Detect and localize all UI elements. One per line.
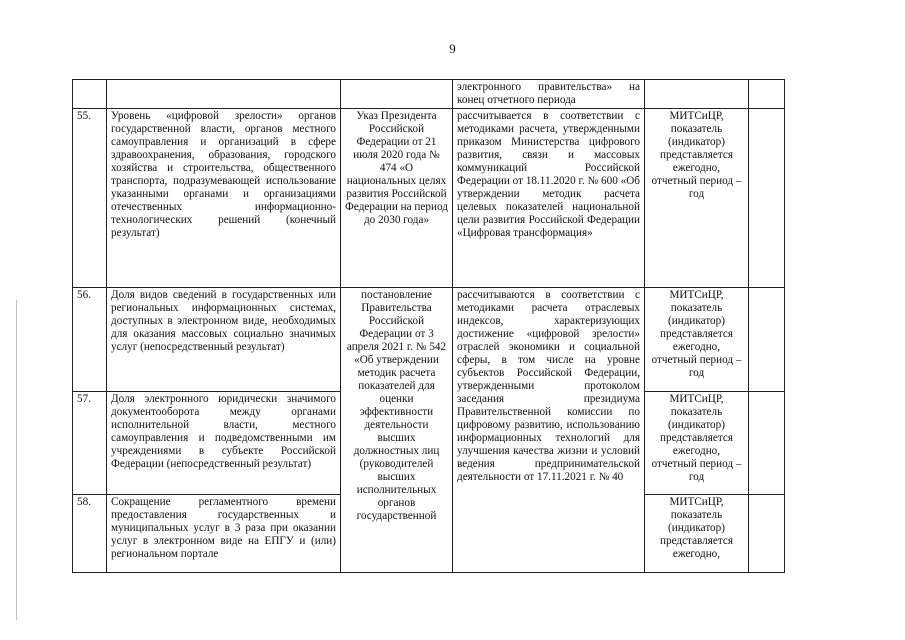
legal-basis: Указ Президента Российской Федерации от 21 июля 2020 года № 474 «О национальных целях развития Российской Федерации на период до 2030 года» bbox=[341, 109, 453, 288]
row-number: 55. bbox=[73, 109, 107, 288]
responsible-body: МИТСиЦР, показатель (индикатор) представляется ежегодно, отчетный период – год bbox=[645, 392, 749, 495]
table-row bbox=[73, 80, 785, 109]
table-row bbox=[73, 109, 785, 288]
calculation-method: рассчитываются в соответствии с методиками расчета отраслевых индексов, характеризующих достижение «цифровой зрелости» отраслей экономики и социальной сферы, в том числе на уровне субъектов Российской Федерации, утвержденными протоколом заседания президиума Правительственной комиссии по цифровому развитию, использованию информационных технологий для улучшения качества жизни и условий ведения предпринимательской деятельности от 17.11.2021 г. № 40 bbox=[453, 288, 645, 573]
row-number: 56. bbox=[73, 288, 107, 392]
legal-basis: постановление Правительства Российской Федерации от 3 апреля 2021 г. № 542 «Об утверждении методик расчета показателей для оценки эффективности деятельности высших должностных лиц (руководителей высших исполнительных органов государственной bbox=[341, 288, 453, 573]
page-number: 9 bbox=[449, 41, 456, 56]
method-cell: электронного правительства» на конец отчетного периода bbox=[453, 80, 645, 109]
indicator-name: Сокращение регламентного времени предоставления государственных и муниципальных услуг в 3 раза при оказании услуг в электронном виде на ЕПГУ и (или) региональном портале bbox=[107, 495, 341, 573]
indicator-name: Доля видов сведений в государственных или региональных информационных системах, доступных в электронном виде, необходимых для оказания массовых социально значимых услуг (непосредственный результат) bbox=[107, 288, 341, 392]
responsible-body: МИТСиЦР, показатель (индикатор) представляется ежегодно, отчетный период – год bbox=[645, 109, 749, 288]
indicator-name: Уровень «цифровой зрелости» органов государственной власти, органов местного самоуправления и организаций в сфере здравоохранения, образования, городского хозяйства и строительства, общественного транспорта, подразумевающей использование указанными органами и организациями отечественных информационно-технологических решений (конечный результат) bbox=[107, 109, 341, 288]
indicators-table bbox=[72, 79, 785, 573]
calculation-method: рассчитывается в соответствии с методиками расчета, утвержденными приказом Министерства цифрового развития, связи и массовых коммуникаций Российской Федерации от 18.11.2020 г. № 600 «Об утверждении методик расчета целевых показателей национальной цели развития Российской Федерации «Цифровая трансформация» bbox=[453, 109, 645, 288]
row-number: 57. bbox=[73, 392, 107, 495]
responsible-body: МИТСиЦР, показатель (индикатор) представляется ежегодно, bbox=[645, 495, 749, 573]
indicator-name: Доля электронного юридически значимого документооборота между органами исполнительной власти, местного самоуправления и подведомственными им учреждениями в субъекте Российской Федерации (непосредственный результат) bbox=[107, 392, 341, 495]
row-number: 58. bbox=[73, 495, 107, 573]
margin-line bbox=[16, 300, 17, 620]
table-row bbox=[73, 288, 785, 392]
responsible-body: МИТСиЦР, показатель (индикатор) представляется ежегодно, отчетный период – год bbox=[645, 288, 749, 392]
